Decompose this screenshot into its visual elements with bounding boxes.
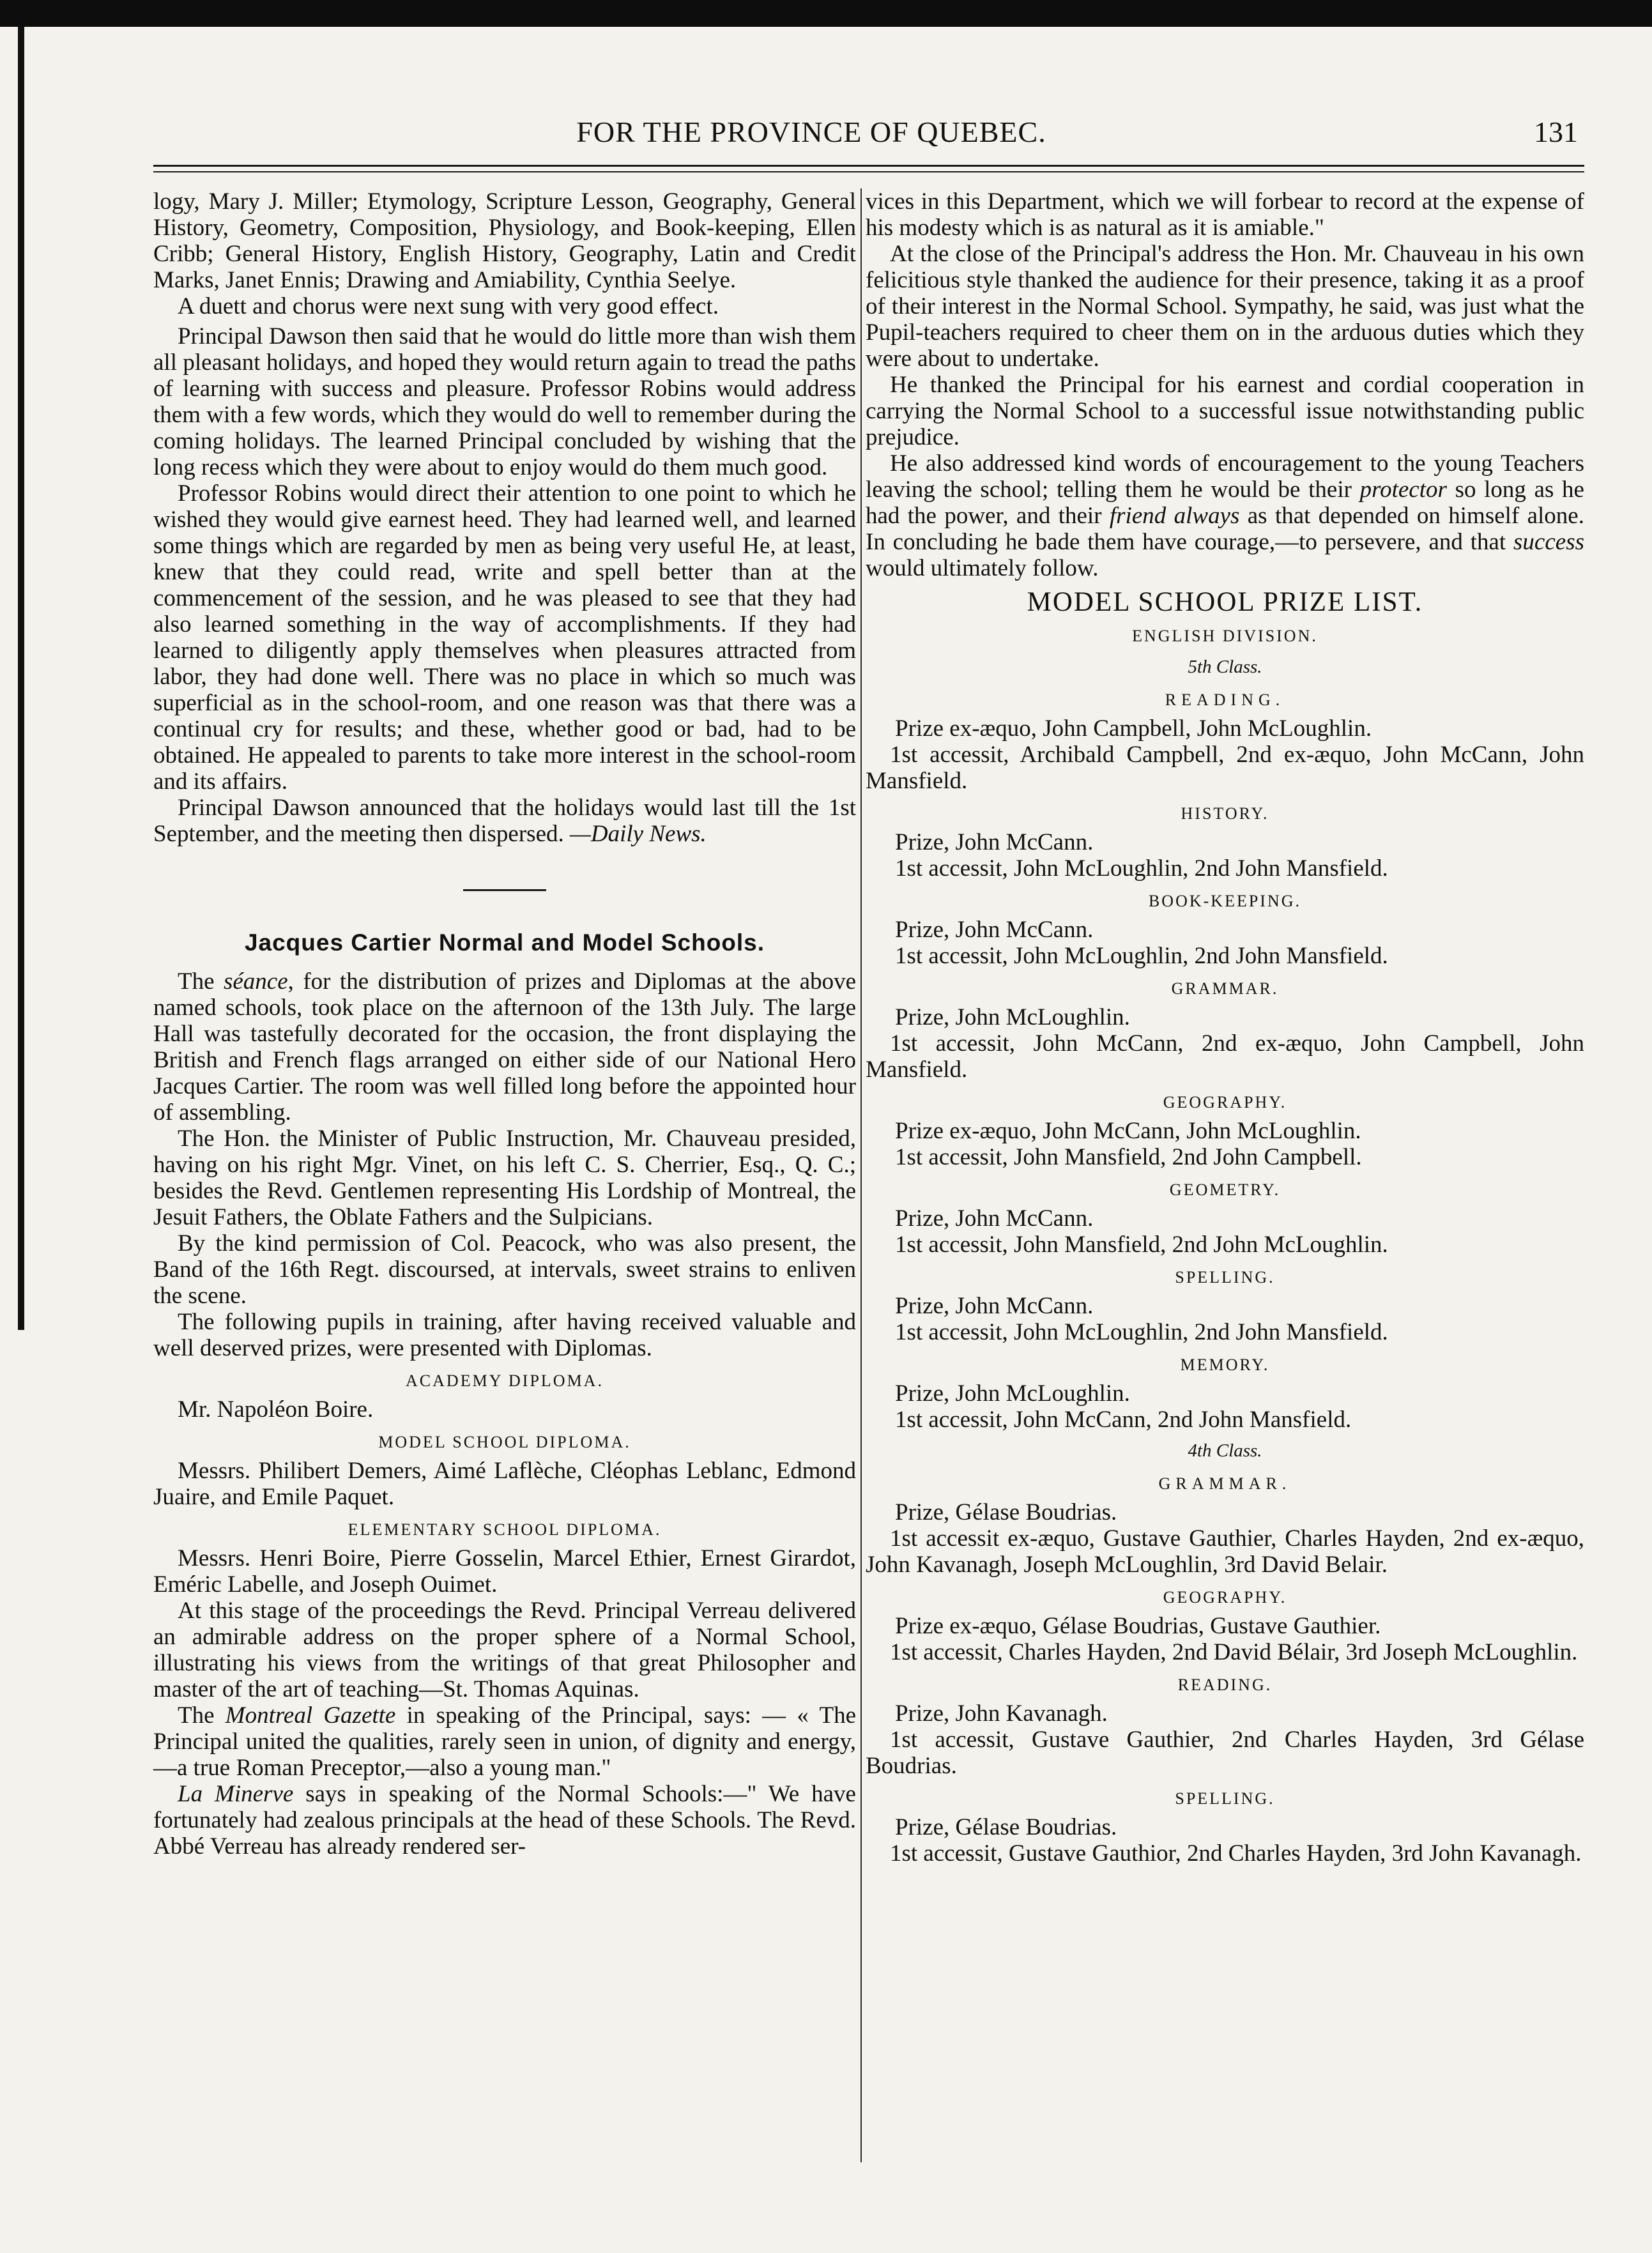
subheading-elementary: ELEMENTARY SCHOOL DIPLOMA. bbox=[348, 1520, 662, 1539]
prize-line: 1st accessit ex-æquo, Gustave Gauthier, Charles Hayden, 2nd ex-æquo, John Kavanagh, Joseph McLoughlin, 3rd David Belair. bbox=[866, 1525, 1584, 1578]
prize-line: Prize ex-æquo, John McCann, John McLoughlin. bbox=[895, 1118, 1361, 1144]
page-number: 131 bbox=[1534, 116, 1578, 148]
header-rule bbox=[153, 165, 1584, 167]
source-credit: —Daily News. bbox=[570, 821, 707, 847]
subject-heading: SPELLING. bbox=[1175, 1268, 1275, 1287]
diploma-recipients: Messrs. Philibert Demers, Aimé Laflèche, Cléophas Leblanc, Edmond Juaire, and Emile Paquet. bbox=[153, 1458, 856, 1510]
scan-left-border bbox=[18, 27, 24, 1330]
subject-heading: GEOMETRY. bbox=[1169, 1180, 1281, 1199]
paragraph: Principal Dawson then said that he would do little more than wish them all pleasant holidays, and hoped they would return again to tread the paths of learning with success and pleasure. Professor Robins would address them with a few words, which they would do well to remember during the coming holidays. The learned Principal concluded by wishing that the long recess which they were about to enjoy would do them much good. bbox=[153, 323, 856, 480]
prize-line: Prize, John McCann. bbox=[895, 829, 1094, 855]
paragraph: Principal Dawson announced that the holidays would last till the 1st September, and the meeting then dispersed. —Daily News. bbox=[153, 795, 856, 847]
paragraph: Professor Robins would direct their attention to one point to which he wished they would give earnest heed. They had learned well, and learned some things which are regarded by men as being very useful He, at least, knew that they could read, write and spell better than at the commencement of the session, and he was pleased to see that they had also learned something in the way of accomplishments. If they had learned to diligently apply themselves when pleasures attracted from labor, they had done well. There was no place in which so much was superficial as in the school-room, and one reason was that there was a continual cry for results; and these, whether good or bad, had to be obtained. He appealed to parents to take more interest in the school-room and its affairs. bbox=[153, 480, 856, 795]
prize-line: 1st accessit, John McLoughlin, 2nd John Mansfield. bbox=[895, 855, 1388, 882]
paragraph: He thanked the Principal for his earnest and cordial cooperation in carrying the Normal School to a successful issue notwithstanding public prejudice. bbox=[866, 372, 1584, 450]
prize-line: Prize, John McLoughlin. bbox=[895, 1004, 1130, 1030]
diploma-recipients: Mr. Napoléon Boire. bbox=[178, 1396, 374, 1423]
subheading-model: MODEL SCHOOL DIPLOMA. bbox=[378, 1433, 631, 1451]
prize-line: 1st accessit, John McLoughlin, 2nd John Mansfield. bbox=[895, 943, 1388, 969]
right-column bbox=[866, 188, 1584, 1867]
prize-line: 1st accessit, John McCann, 2nd John Mansfield. bbox=[895, 1407, 1352, 1433]
paragraph: A duett and chorus were next sung with very good effect. bbox=[178, 293, 719, 319]
subheading-academy: ACADEMY DIPLOMA. bbox=[406, 1371, 604, 1390]
prize-line: 1st accessit, John Mansfield, 2nd John Campbell. bbox=[895, 1144, 1362, 1170]
subject-heading: SPELLING. bbox=[1175, 1789, 1275, 1808]
scan-top-border bbox=[0, 0, 1652, 27]
paragraph: vices in this Department, which we will forbear to record at the expense of his modesty which is as natural as it is amiable." bbox=[866, 188, 1584, 241]
subject-heading: READING. bbox=[1165, 691, 1285, 709]
left-column bbox=[153, 188, 856, 1860]
paragraph: The following pupils in training, after having received valuable and well deserved prizes, were presented with Diplomas. bbox=[153, 1309, 856, 1361]
paragraph: At the close of the Principal's address the Hon. Mr. Chauveau in his own felicitious style thanked the audience for their presence, taking it as a proof of their interest in the Normal School. Sympathy, he said, was just what the Pupil-teachers required to cheer them on in the arduous duties which they were about to undertake. bbox=[866, 241, 1584, 372]
prize-list-title: MODEL SCHOOL PRIZE LIST. bbox=[1027, 587, 1423, 617]
prize-line: Prize, John Kavanagh. bbox=[895, 1700, 1108, 1727]
paragraph: La Minerve says in speaking of the Normal Schools:—" We have fortunately had zealous principals at the head of these Schools. The Revd. Abbé Verreau has already rendered ser- bbox=[153, 1781, 856, 1860]
paragraph: He also addressed kind words of encouragement to the young Teachers leaving the school; telling them he would be their protector so long as he had the power, and their friend always as that depended on himself alone. In concluding he bade them have courage,—to persevere, and that success would ultimately follow. bbox=[866, 450, 1584, 581]
prize-line: 1st accessit, John McCann, 2nd ex-æquo, John Campbell, John Mansfield. bbox=[866, 1030, 1584, 1083]
page-title: FOR THE PROVINCE OF QUEBEC. bbox=[576, 116, 1046, 148]
paragraph: At this stage of the proceedings the Revd. Principal Verreau delivered an admirable address on the proper sphere of a Normal School, illustrating his views from the writings of that great Philosopher and master of the art of teaching—St. Thomas Aquinas. bbox=[153, 1598, 856, 1702]
subject-heading: GEOGRAPHY. bbox=[1163, 1093, 1287, 1111]
subject-heading: MEMORY. bbox=[1180, 1356, 1270, 1374]
page-header bbox=[38, 115, 1584, 160]
subject-heading: GEOGRAPHY. bbox=[1163, 1588, 1287, 1607]
class-heading: 4th Class. bbox=[1188, 1440, 1262, 1461]
paragraph: The séance, for the distribution of prizes and Diplomas at the above named schools, took place on the afternoon of the 13th July. The large Hall was tastefully decorated for the occasion, the front displaying the British and French flags arranged on either side of our National Hero Jacques Cartier. The room was well filled long before the appointed hour of assembling. bbox=[153, 968, 856, 1126]
subject-heading: GRAMMAR. bbox=[1171, 979, 1279, 998]
prize-line: Prize, John McCann. bbox=[895, 917, 1094, 943]
section-divider bbox=[463, 889, 546, 891]
paragraph: logy, Mary J. Miller; Etymology, Scripture Lesson, Geography, General History, Geometry, Composition, Physiology, and Book-keeping, Ellen Cribb; General History, English History, Geography, Latin and Credit Marks, Janet Ennis; Drawing and Amiability, Cynthia Seelye. bbox=[153, 188, 856, 293]
prize-line: 1st accessit, Gustave Gauthier, 2nd Charles Hayden, 3rd Gélase Boudrias. bbox=[866, 1727, 1584, 1779]
prize-line: 1st accessit, Archibald Campbell, 2nd ex-æquo, John McCann, John Mansfield. bbox=[866, 742, 1584, 794]
division-heading: ENGLISH DIVISION. bbox=[1132, 627, 1318, 645]
prize-line: Prize, John McCann. bbox=[895, 1205, 1094, 1232]
prize-line: Prize, Gélase Boudrias. bbox=[895, 1814, 1117, 1840]
diploma-recipients: Messrs. Henri Boire, Pierre Gosselin, Marcel Ethier, Ernest Girardot, Eméric Labelle, and Joseph Ouimet. bbox=[153, 1545, 856, 1598]
prize-line: 1st accessit, Charles Hayden, 2nd David Bélair, 3rd Joseph McLoughlin. bbox=[890, 1639, 1578, 1665]
prize-line: Prize ex-æquo, Gélase Boudrias, Gustave Gauthier. bbox=[895, 1613, 1381, 1639]
header-rule-thin bbox=[153, 171, 1584, 172]
prize-line: Prize, Gélase Boudrias. bbox=[895, 1499, 1117, 1525]
prize-line: 1st accessit, Gustave Gauthior, 2nd Charles Hayden, 3rd John Kavanagh. bbox=[890, 1840, 1582, 1867]
subject-heading: BOOK-KEEPING. bbox=[1148, 892, 1302, 910]
class-heading: 5th Class. bbox=[1188, 657, 1262, 677]
prize-line: Prize, John McCann. bbox=[895, 1293, 1094, 1319]
subject-heading: HISTORY. bbox=[1181, 804, 1269, 823]
prize-line: Prize, John McLoughlin. bbox=[895, 1380, 1130, 1407]
subject-heading: GRAMMAR. bbox=[1158, 1474, 1292, 1493]
subject-heading: READING. bbox=[1177, 1676, 1273, 1694]
prize-line: 1st accessit, John Mansfield, 2nd John McLoughlin. bbox=[895, 1232, 1388, 1258]
paragraph: The Montreal Gazette in speaking of the Principal, says: — « The Principal united the qualities, rarely seen in union, of dignity and energy,—a true Roman Preceptor,—also a young man." bbox=[153, 1702, 856, 1781]
prize-line: Prize ex-æquo, John Campbell, John McLoughlin. bbox=[895, 715, 1372, 742]
section-title: Jacques Cartier Normal and Model Schools. bbox=[244, 929, 765, 956]
column-divider bbox=[860, 188, 862, 2162]
prize-line: 1st accessit, John McLoughlin, 2nd John Mansfield. bbox=[895, 1319, 1388, 1345]
paragraph: The Hon. the Minister of Public Instruction, Mr. Chauveau presided, having on his right Mgr. Vinet, on his left C. S. Cherrier, Esq., Q. C.; besides the Revd. Gentlemen representing His Lordship of Montreal, the Jesuit Fathers, the Oblate Fathers and the Sulpicians. bbox=[153, 1126, 856, 1230]
paragraph: By the kind permission of Col. Peacock, who was also present, the Band of the 16th Regt. discoursed, at intervals, sweet strains to enliven the scene. bbox=[153, 1230, 856, 1309]
